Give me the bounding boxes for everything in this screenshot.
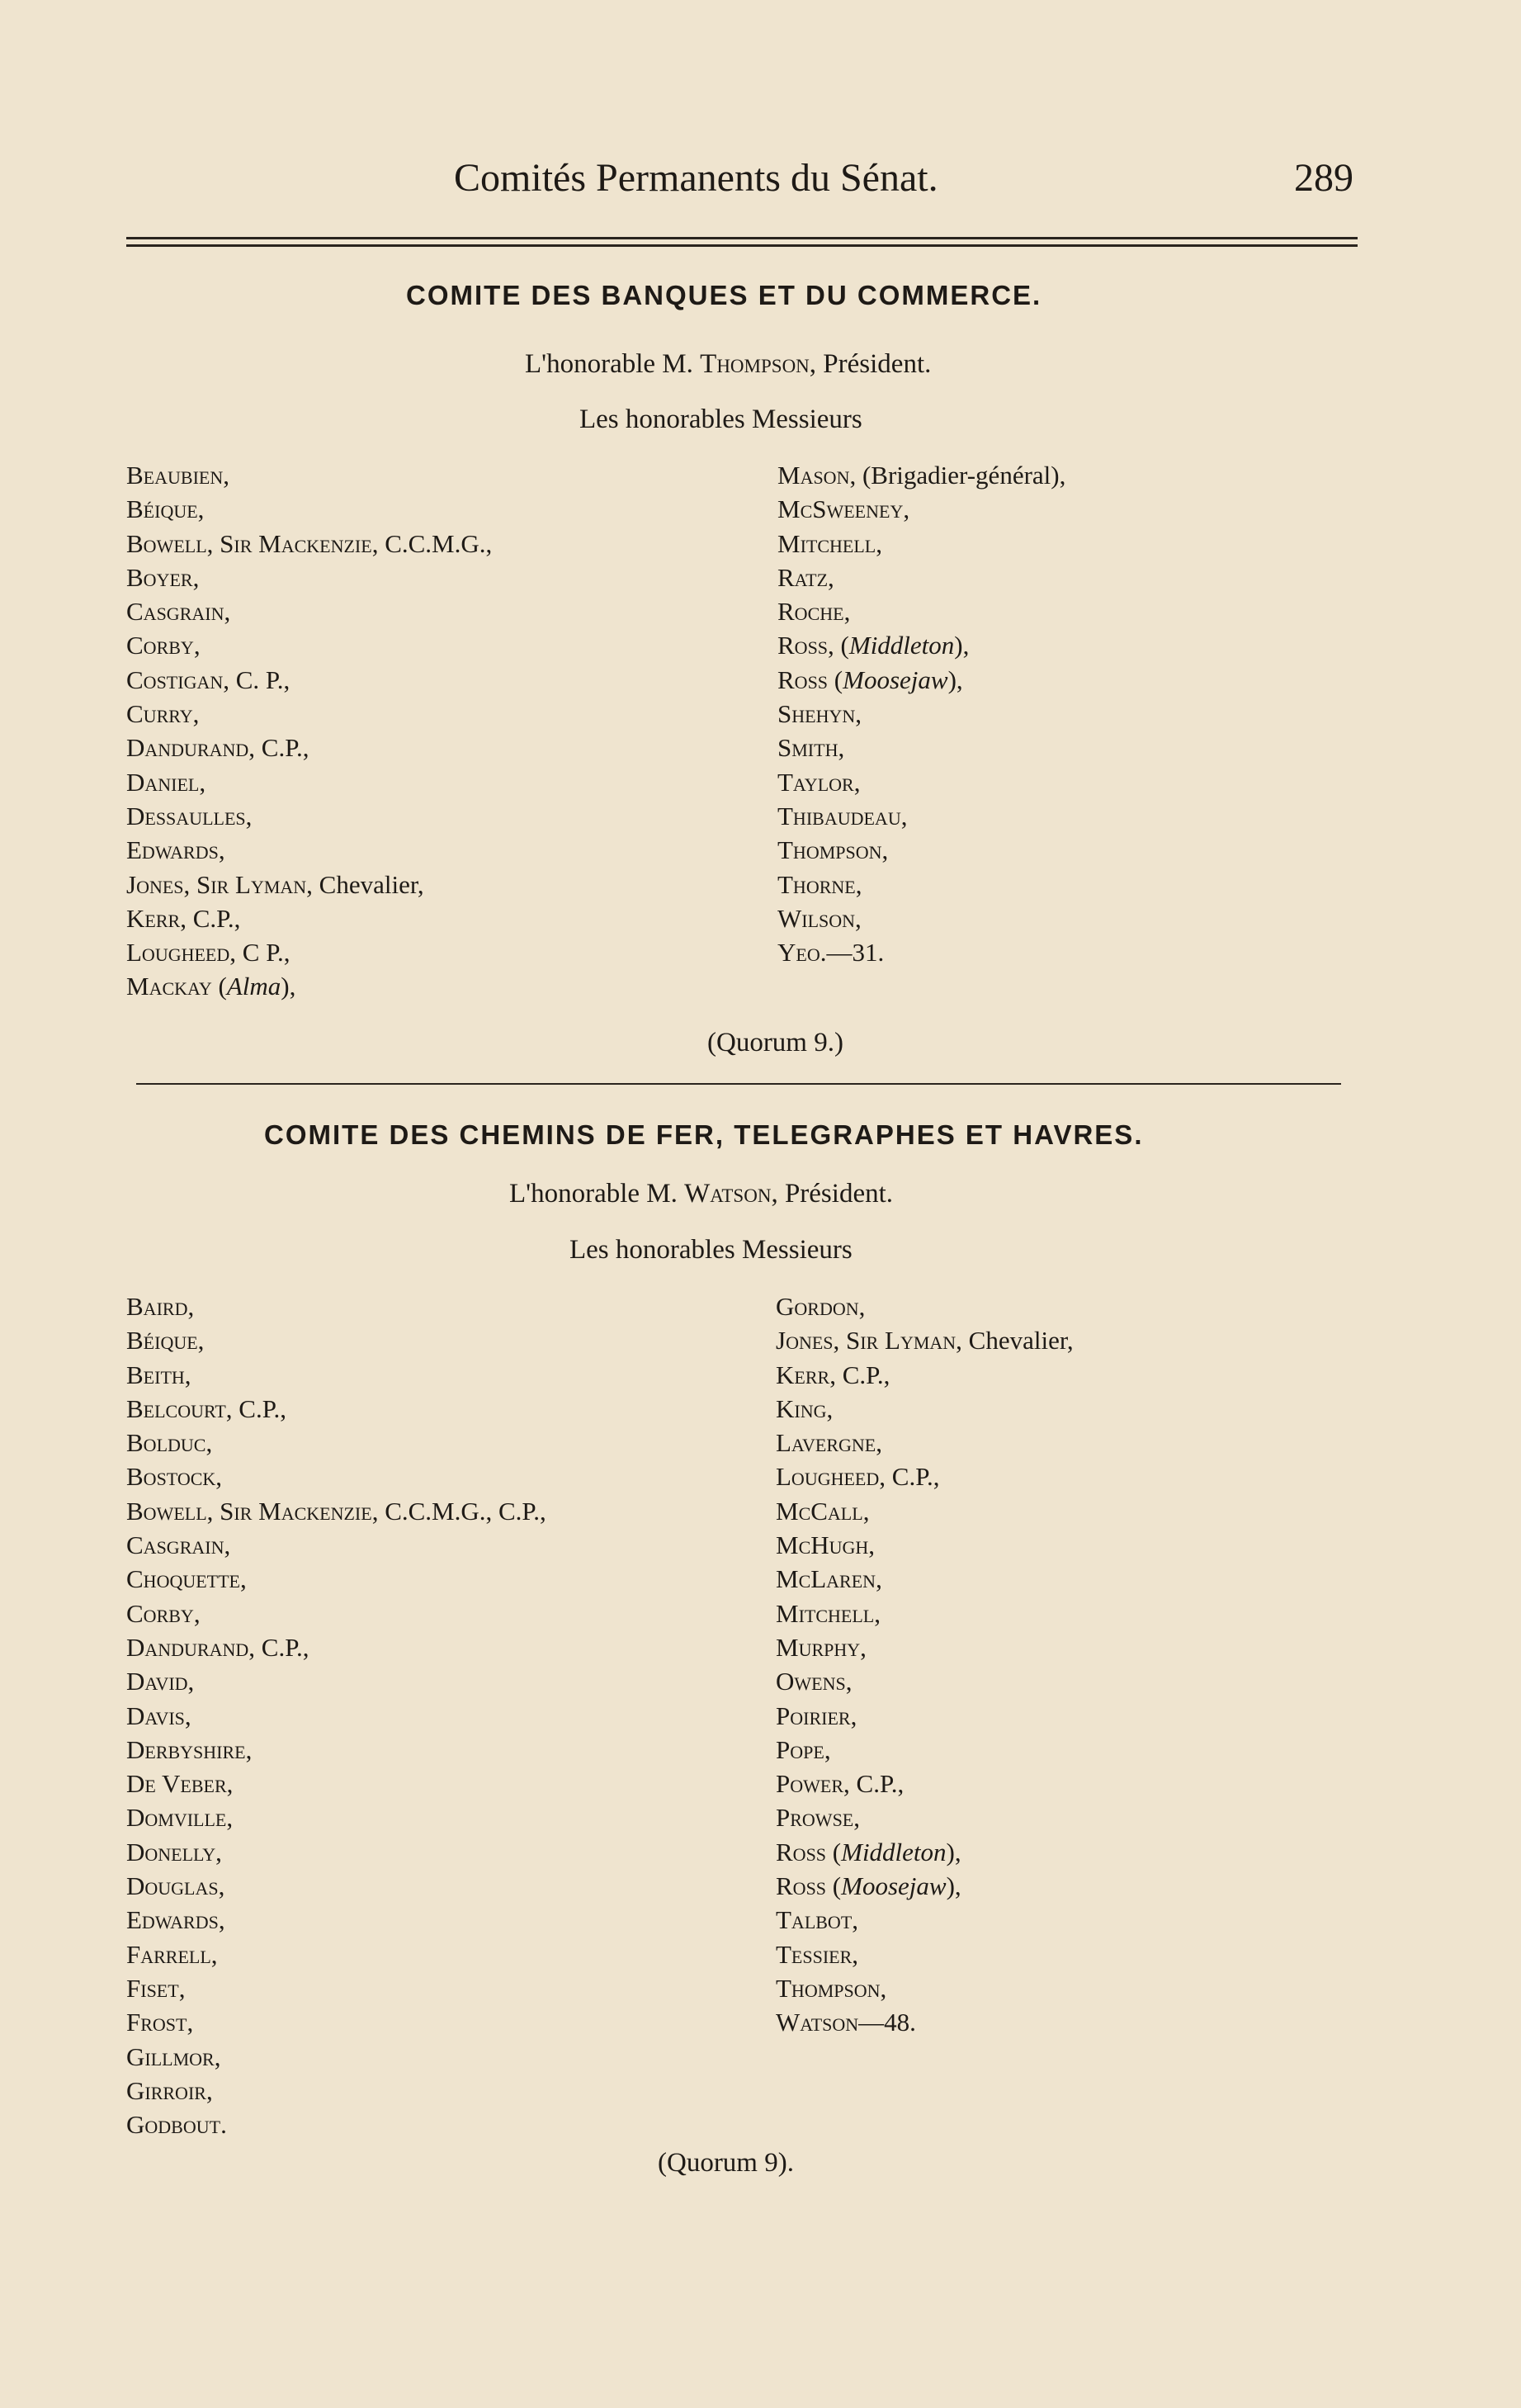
member-suffix: , [838,733,845,763]
member-name: Poirier [776,1701,851,1730]
member-entry [126,1664,546,1698]
member-name: Thibaudeau [777,801,901,830]
section-1-heading: COMITE DES BANQUES ET DU COMMERCE. [406,280,1042,310]
member-name: Tessier [776,1939,853,1969]
member-name: Lavergne [776,1428,876,1458]
member-suffix: , [193,631,201,660]
section-divider [136,1083,1341,1085]
member-suffix: , [193,1598,201,1628]
member-suffix: , [853,767,861,797]
member-entry [777,765,1065,799]
member-name: Lougheed [776,1462,880,1492]
member-name: McHugh [776,1530,869,1560]
member-suffix: , [199,767,206,797]
member-name: Daniel [126,767,200,797]
member-entry [126,969,492,1003]
chair-suffix: , Président. [771,1179,894,1209]
section-2-quorum: (Quorum 9). [658,2148,794,2178]
member-suffix: , [862,1496,870,1526]
member-entry [126,1733,546,1767]
member-entry [776,1528,1074,1562]
member-riding: Middleton [848,631,955,660]
member-suffix-end: ), [946,1871,961,1901]
member-name: Belcourt [126,1393,226,1423]
member-suffix: ( [826,1837,842,1866]
member-suffix: , C.C.M.G., C.P., [371,1496,546,1526]
member-name: Gillmor [126,2041,215,2071]
member-name: Curry [126,699,193,729]
member-name: David [126,1667,188,1696]
member-entry [126,1426,546,1459]
member-suffix: , [215,1837,222,1866]
member-name: Thorne [777,869,856,899]
member-entry [776,1392,1074,1426]
member-entry [126,1528,546,1562]
member-entry [777,901,1065,935]
member-name: Corby [126,1598,194,1628]
member-suffix: , [184,1360,191,1389]
member-name: Béique [126,494,198,524]
member-name: Owens [776,1667,846,1696]
member-entry [126,1767,546,1800]
member-name: Jones, Sir Lyman [776,1326,957,1355]
member-entry [126,2074,546,2108]
member-suffix: , [184,1701,191,1730]
member-suffix: , [876,1564,882,1594]
member-name: McSweeney [777,494,904,524]
member-suffix: , [855,903,862,933]
section-2-heading: COMITE DES CHEMINS DE FER, TELEGRAPHES ET HAVRES. [264,1119,1144,1150]
member-suffix: , [824,1734,831,1764]
member-suffix: , [218,1871,225,1901]
member-suffix-end: ), [281,972,296,1001]
member-suffix: , [178,1973,186,2003]
member-entry [776,1699,1074,1733]
member-name: Donelly [126,1837,216,1866]
member-entry [126,799,492,833]
member-suffix: , [874,1598,881,1628]
section-1-members-left [126,458,492,1004]
member-entry [776,1358,1074,1392]
member-suffix: , [187,1667,195,1696]
member-name: Bowell, Sir Mackenzie [126,1496,372,1526]
member-suffix: , [218,1905,225,1935]
member-suffix: , [223,461,229,490]
member-entry [776,1971,1074,2005]
member-name: Smith [777,733,838,763]
member-suffix: , [850,1701,857,1730]
member-suffix: , [868,1530,876,1560]
member-name: Taylor [777,767,854,797]
member-name: Farrell [126,1939,211,1969]
member-suffix-end: ), [946,1837,961,1866]
member-name: Prowse [776,1803,854,1833]
member-name: Ross [776,1837,827,1866]
member-entry [126,2005,546,2039]
member-name: De Veber [126,1769,227,1799]
member-suffix: , C.P., [180,903,241,933]
member-name: Beaubien [126,461,224,490]
member-suffix: , [876,528,882,558]
member-name: Bolduc [126,1428,206,1458]
member-name: Fiset [126,1973,179,2003]
member-suffix: ( [826,1871,842,1901]
member-name: Béique [126,1326,198,1355]
member-entry [776,1426,1074,1459]
member-entry [126,663,492,697]
member-name: Costigan [126,665,224,694]
member-entry [776,1597,1074,1630]
chair-suffix: , Président. [809,349,932,379]
section-1-members-intro: Les honorables Messieurs [579,404,862,434]
member-entry [776,1767,1074,1800]
member-entry [777,731,1065,764]
member-name: Edwards [126,835,219,865]
member-riding: Alma [226,972,281,1001]
member-entry [126,1392,546,1426]
section-2-members-intro: Les honorables Messieurs [569,1235,853,1265]
member-suffix: , C.P., [843,1769,905,1799]
member-name: Mason [777,461,850,490]
member-suffix: , [224,1530,231,1560]
member-entry [126,901,492,935]
member-entry [776,1835,1074,1869]
chair-prefix: L'honorable M. [525,349,693,379]
member-name: Gordon [776,1292,859,1321]
member-suffix: , [853,1803,860,1833]
running-title: Comités Permanents du Sénat. [454,156,938,200]
member-entry [777,594,1065,628]
member-name: Mackay [126,972,212,1001]
member-suffix: , C.P., [248,733,309,763]
member-suffix: , [218,835,225,865]
member-suffix: —48. [858,2008,916,2037]
member-entry [777,833,1065,867]
member-entry [777,935,1065,969]
member-name: Baird [126,1292,188,1321]
member-name: Jones, Sir Lyman [126,869,307,899]
member-entry [126,594,492,628]
member-name: Dandurand [126,733,249,763]
member-entry [776,1733,1074,1767]
member-suffix: , [187,1292,195,1321]
member-entry [776,1323,1074,1357]
member-name: King [776,1393,827,1423]
member-name: Ross [777,631,829,660]
member-name: Boyer [126,562,193,592]
member-suffix: , [881,835,889,865]
member-name: Girroir [126,2075,206,2105]
member-name: Derbyshire [126,1734,246,1764]
member-entry [777,663,1065,697]
member-entry [126,1971,546,2005]
section-1-chair [525,349,931,380]
header-rule-bottom [126,244,1358,247]
member-suffix: , [876,1428,882,1458]
member-suffix: , [852,1905,859,1935]
member-entry [776,1903,1074,1937]
member-entry [777,628,1065,662]
member-suffix: , C.P., [248,1632,309,1662]
member-name: Murphy [776,1632,861,1662]
member-name: Beith [126,1360,185,1389]
member-suffix: , [210,1939,218,1969]
member-entry [777,561,1065,594]
member-entry [126,1835,546,1869]
member-suffix: , [903,494,910,524]
member-suffix: , C.C.M.G., [371,528,493,558]
member-suffix: , [900,801,908,830]
member-entry [126,628,492,662]
member-name: Frost [126,2008,187,2037]
member-entry [126,1562,546,1596]
chair-name: Thompson [700,349,810,379]
member-entry [126,1459,546,1493]
member-suffix: , [197,494,205,524]
member-suffix: , [226,1803,234,1833]
section-2-members-left [126,1289,546,2141]
member-suffix: , [858,1292,866,1321]
member-entry [126,492,492,526]
member-suffix: , C P., [229,938,291,967]
member-suffix: , [239,1564,247,1594]
member-name: Bostock [126,1462,216,1492]
member-name: Shehyn [777,699,856,729]
member-name: Domville [126,1803,227,1833]
member-entry [776,1630,1074,1664]
member-suffix: , [245,801,253,830]
member-name: Ross [777,665,829,694]
page-number: 289 [1294,156,1353,200]
member-entry [126,935,492,969]
member-riding: Middleton [841,1837,947,1866]
chair-prefix: L'honorable M. [509,1179,678,1209]
member-suffix: , [192,699,200,729]
member-entry [126,697,492,731]
member-suffix: , [880,1973,887,2003]
member-suffix-end: ), [947,665,963,694]
member-suffix: , [205,1428,213,1458]
member-suffix: .—31. [820,938,885,967]
member-name: Casgrain [126,1530,224,1560]
member-name: Yeo [777,938,820,967]
member-suffix: , [245,1734,253,1764]
member-entry [126,527,492,561]
section-2-chair [509,1179,893,1209]
chair-name: Watson [684,1179,772,1209]
member-suffix: , [852,1939,859,1969]
member-name: Douglas [126,1871,219,1901]
member-entry [776,1562,1074,1596]
member-suffix: , [192,562,200,592]
member-entry [126,1323,546,1357]
member-name: Pope [776,1734,824,1764]
member-name: Kerr [126,903,181,933]
member-name: Davis [126,1701,185,1730]
header-rule-top [126,237,1358,239]
member-entry [776,1494,1074,1528]
member-suffix: ( [828,665,843,694]
member-entry [126,1699,546,1733]
member-name: Power [776,1769,844,1799]
member-riding: Moosejaw [841,1871,947,1901]
member-suffix: , C.P., [829,1360,890,1389]
member-suffix: , C.P., [879,1462,940,1492]
member-name: Watson [776,2008,859,2037]
member-name: Mitchell [777,528,876,558]
member-name: Thompson [776,1973,881,2003]
member-suffix: , [226,1769,234,1799]
member-suffix: , [224,597,231,627]
member-entry [777,799,1065,833]
member-name: Wilson [777,903,856,933]
member-entry [776,1664,1074,1698]
member-entry [126,458,492,492]
member-entry [777,527,1065,561]
member-suffix: , [826,1393,834,1423]
member-name: Lougheed [126,938,230,967]
member-entry [126,1800,546,1834]
member-name: McLaren [776,1564,876,1594]
member-entry [126,2108,546,2141]
member-entry [777,458,1065,492]
member-entry [776,2005,1074,2039]
member-suffix: ( [211,972,227,1001]
member-name: McCall [776,1496,863,1526]
member-entry [777,697,1065,731]
member-name: Dandurand [126,1632,249,1662]
member-entry [126,1937,546,1971]
member-suffix: , C. P., [223,665,291,694]
member-name: Bowell, Sir Mackenzie [126,528,372,558]
section-1-quorum: (Quorum 9.) [707,1028,843,1057]
member-entry [126,1630,546,1664]
member-entry [126,1289,546,1323]
member-name: Casgrain [126,597,224,627]
member-suffix: , [845,1667,853,1696]
member-entry [776,1800,1074,1834]
member-entry [126,731,492,764]
member-entry [777,868,1065,901]
member-suffix: , ( [828,631,849,660]
member-entry [777,492,1065,526]
member-name: Choquette [126,1564,240,1594]
member-entry [126,1597,546,1630]
member-name: Dessaulles [126,801,246,830]
member-suffix: . [220,2110,227,2140]
member-name: Kerr [776,1360,830,1389]
member-name: Roche [777,597,844,627]
member-suffix: , [187,2008,194,2037]
member-name: Godbout [126,2110,221,2140]
member-name: Corby [126,631,194,660]
member-name: Edwards [126,1905,219,1935]
member-name: Mitchell [776,1598,875,1628]
member-entry [126,1358,546,1392]
member-name: Ross [776,1871,827,1901]
member-entry [776,1289,1074,1323]
member-entry [126,1903,546,1937]
member-suffix: , Chevalier, [306,869,424,899]
member-entry [126,2040,546,2074]
section-1-members-right [777,458,1065,969]
member-suffix: , [205,2075,213,2105]
section-2-members-right [776,1289,1074,2040]
member-name: Ratz [777,562,829,592]
member-suffix-end: ), [954,631,970,660]
member-entry [776,1459,1074,1493]
member-name: Thompson [777,835,882,865]
member-suffix: , [855,869,862,899]
member-name: Talbot [776,1905,853,1935]
member-entry [126,765,492,799]
member-entry [776,1937,1074,1971]
member-suffix: , [214,2041,221,2071]
member-entry [126,833,492,867]
member-suffix: , [860,1632,867,1662]
member-entry [126,868,492,901]
member-entry [126,561,492,594]
member-suffix: , [828,562,834,592]
member-entry [126,1869,546,1903]
member-suffix: , Chevalier, [956,1326,1074,1355]
member-suffix: , [197,1326,205,1355]
member-entry [126,1494,546,1528]
member-suffix: , [855,699,862,729]
member-suffix: , (Brigadier-général), [849,461,1066,490]
member-riding: Moosejaw [843,665,948,694]
member-suffix: , [215,1462,223,1492]
member-entry [776,1869,1074,1903]
member-suffix: , [843,597,851,627]
member-suffix: , C.P., [225,1393,287,1423]
